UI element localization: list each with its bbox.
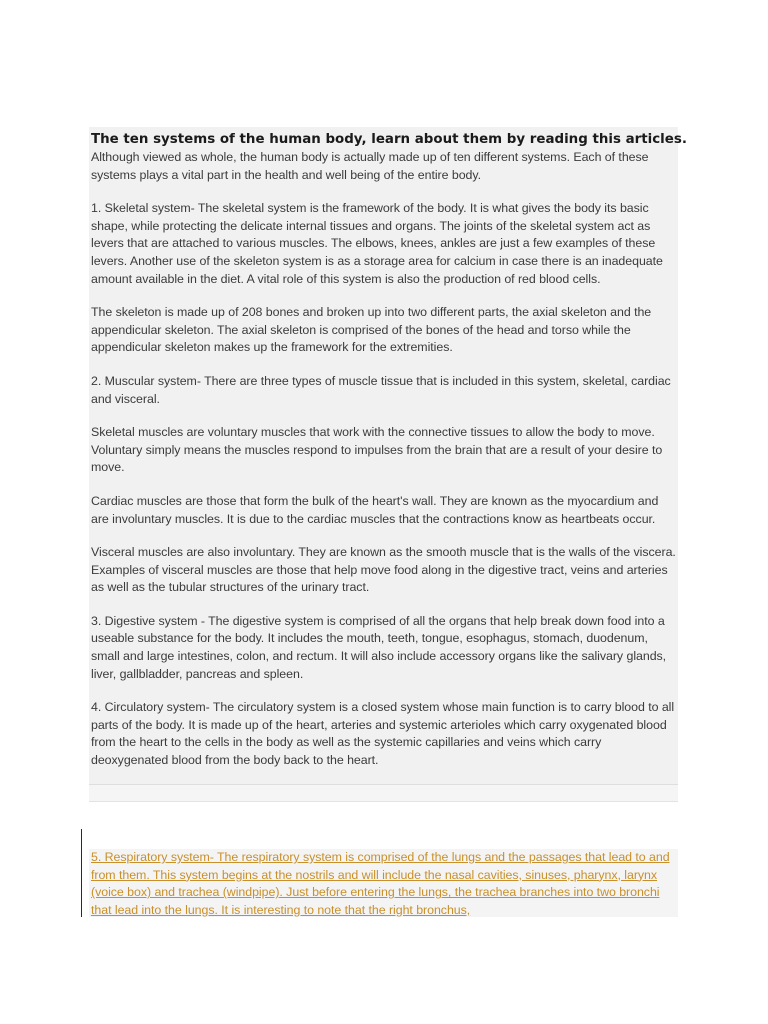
article-paragraph-intro: Although viewed as whole, the human body is actually made up of ten different systems. Each of these systems plays a vital part in the health and well being of the entire body. — [91, 150, 649, 182]
section-spacer — [89, 785, 678, 801]
article-title: The ten systems of the human body, learn about them by reading this articles. — [91, 132, 687, 147]
article-container — [89, 127, 687, 802]
article-paragraph-muscular: 2. Muscular system- There are three types of muscle tissue that is included in this system, skeletal, cardiac and visceral. — [91, 373, 671, 406]
respiratory-system-link[interactable]: 5. Respiratory system- The respiratory system is comprised of the lungs and the passages that lead to and from them. This system begins at the nostrils and will include the nasal cavities, sinuses, pharynx, larynx (voice box) and trachea (windpipe). Just before entering the lungs, the trachea branches into two bronchi that lead into the lungs. It is interesting to note that the right bronchus, — [91, 850, 670, 917]
article-paragraph-skeletal-muscles: Skeletal muscles are voluntary muscles that work with the connective tissues to allow the body to move. Voluntary simply means the muscles respond to impulses from the brain that are a result of your desire to move. — [91, 425, 663, 475]
section-divider-lower — [89, 801, 678, 802]
article-paragraph-visceral-muscles: Visceral muscles are also involuntary. They are known as the smooth muscle that is the walls of the viscera. Examples of visceral muscles are those that help move food along in the digestive tract, veins and arteries as well as the tubular structures of the urinary tract. — [91, 545, 676, 595]
article-paragraph-circulatory: 4. Circulatory system- The circulatory system is a closed system whose main function is to carry blood to all parts of the body. It is made up of the heart, arteries and systemic arterioles which carry oxygenated blood from the heart to the cells in the body as well as the systemic capillaries and veins which carry deoxygenated blood from the body back to the heart. — [91, 700, 675, 768]
article-paragraph-cardiac-muscles: Cardiac muscles are those that form the bulk of the heart's wall. They are known as the myocardium and are involuntary muscles. It is due to the cardiac muscles that the contractions know as heartbeats occur. — [91, 493, 659, 526]
respiratory-link-block[interactable] — [89, 849, 678, 917]
article-paragraph-digestive: 3. Digestive system - The digestive system is comprised of all the organs that help break down food into a useable substance for the body. It includes the mouth, teeth, tongue, esophagus, stomach, duodenum, small and large intestines, colon, and rectum. It will also include accessory organs like the salivary glands, liver, gallbladder, pancreas and spleen. — [91, 613, 667, 681]
text-cursor-bar — [81, 829, 82, 917]
article-paragraph-skeleton-parts: The skeleton is made up of 208 bones and broken up into two different parts, the axial skeleton and the appendicular skeleton. The axial skeleton is comprised of the bones of the head and torso while the appendicular skeleton makes up the framework for the extremities. — [91, 305, 652, 355]
article-paragraph-skeletal: 1. Skeletal system- The skeletal system is the framework of the body. It is what gives the body its basic shape, while protecting the delicate internal tissues and organs. The joints of the skeletal system act as levers that are attached to various muscles. The elbows, knees, ankles are just a few examples of these levers. Another use of the skeleton system is as a storage area for calcium in case there is an inadequate amount available in the diet. A vital role of this system is also the production of red blood cells. — [91, 201, 663, 286]
